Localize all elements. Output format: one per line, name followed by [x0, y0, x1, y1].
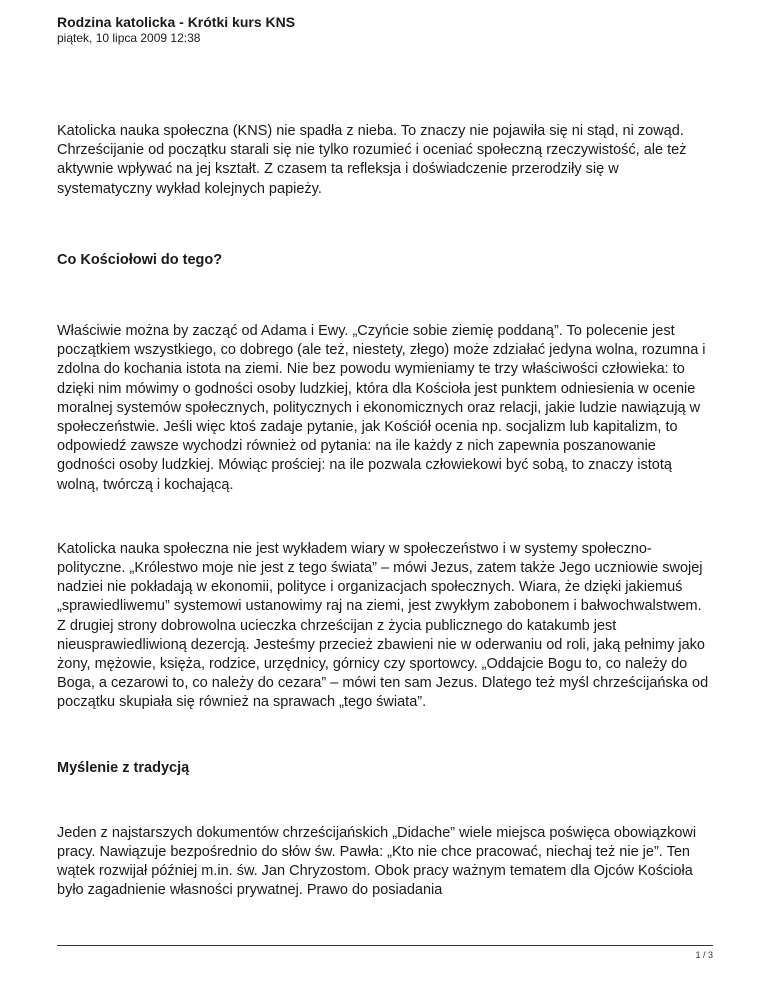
paragraph-not-faith-in-society: Katolicka nauka społeczna nie jest wykładem wiary w społeczeństwo i w systemy społeczno-polityczne. „Królestwo moje nie jest z tego świata” – mówi Jezus, zatem także Jego uczniowie swojej nadziei nie pokładają w ekonomii, polityce i organizacjach społecznych. Wiara, że dzięki jakiemuś „sprawiedliwemu” systemowi ustanowimy raj na ziemi, jest zwykłym zabobonem i bałwochwalstwem. Z drugiej strony dobrowolna ucieczka chrześcijan z życia publicznego do katakumb jest nieusprawiedliwioną dezercją. Jesteśmy przecież zbawieni nie w oderwaniu od roli, jaką pełnimy jako żony, mężowie, księża, rodzice, urzędnicy, górnicy czy sportowcy. „Oddajcie Bogu to, co należy do Boga, a cezarowi to, co należy do cezara” – mówi ten sam Jezus. Dlatego też myśl chrześcijańska od początku skupiała się również na sprawach „tego świata”. [57, 540, 709, 711]
section-heading-tradition: Myślenie z tradycją [57, 759, 190, 776]
paragraph-didache: Jeden z najstarszych dokumentów chrześcijańskich „Didache” wiele miejsca poświęca obowiązkowi pracy. Nawiązuje bezpośrednio do słów św. Pawła: „Kto nie chce pracować, niechaj też nie je”. Ten wątek rozwijał później m.in. św. Jan Chryzostom. Obok pracy ważnym tematem dla Ojców Kościoła było zagadnienie własności prywatnej. Prawo do posiadania [57, 824, 697, 899]
paragraph-adam-eve: Właściwie można by zacząć od Adama i Ewy. „Czyńcie sobie ziemię poddaną”. To polecenie jest początkiem wszystkiego, co dobrego (ale też, niestety, złego) może zdziałać jedyna wolna, rozumna i zdolna do kochania istota na ziemi. Nie bez powodu wymieniamy te trzy właściwości człowieka: to dzięki nim mówimy o godności osoby ludzkiej, która dla Kościoła jest punktem odniesienia w ocenie moralnej systemów społecznych, politycznych i ekonomicznych oraz relacji, jakie ludzie nawiązują w społeczeństwie. Jeśli więc ktoś zadaje pytanie, jak Kościół ocenia np. socjalizm lub kapitalizm, to odpowiedź zawsze wychodzi również od pytania: na ile każdy z nich zapewnia poszanowanie godności osoby ludzkiej. Mówiąc prościej: na ile pozwala człowiekowi być sobą, to znaczy istotą wolną, twórczą i kochającą. [57, 323, 706, 493]
page-number: 1 / 3 [695, 950, 713, 960]
section-heading-church: Co Kościołowi do tego? [57, 251, 223, 268]
footer-divider [57, 945, 713, 946]
article-body [57, 122, 713, 901]
paragraph-intro: Katolicka nauka społeczna (KNS) nie spadła z nieba. To znaczy nie pojawiła się ni stąd, ni zowąd. Chrześcijanie od początku starali się nie tylko rozumieć i oceniać społeczną rzeczywistość, ale też aktywnie wpływać na jej kształt. Z czasem ta refleksja i doświadczenie przerodziły się w systematyczny wykład kolejnych papieży. [57, 123, 687, 197]
page-header [57, 14, 295, 46]
document-title: Rodzina katolicka - Krótki kurs KNS [57, 14, 296, 30]
document-date: piątek, 10 lipca 2009 12:38 [57, 31, 201, 45]
